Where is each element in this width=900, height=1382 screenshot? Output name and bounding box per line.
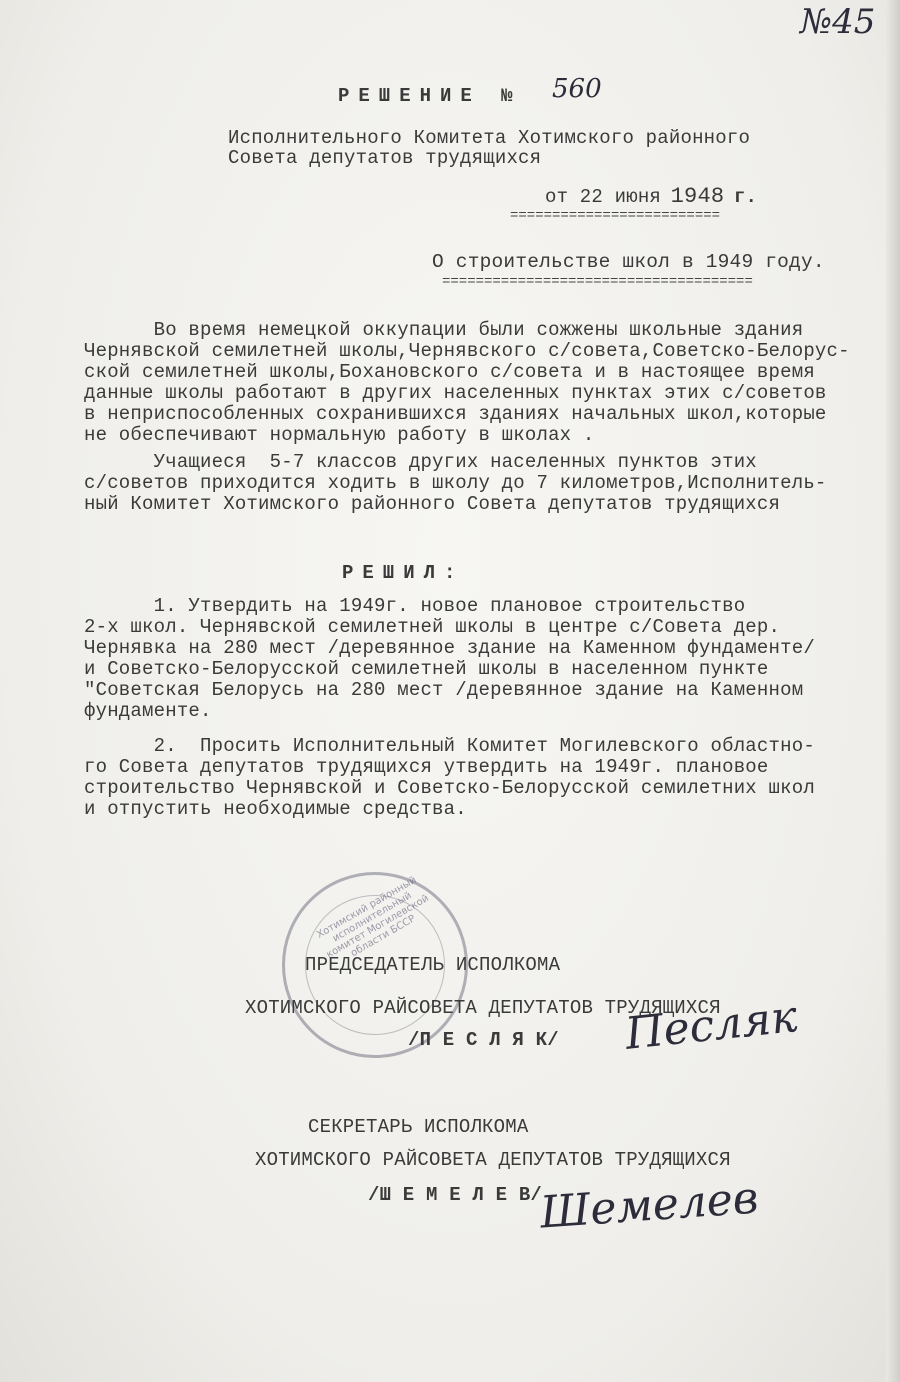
stamp-text: Хотимский районный исполнительный комитет Могилевской области БССР — [315, 874, 431, 961]
resolved-heading: РЕШИЛ: — [342, 562, 465, 584]
secretary-title: СЕКРЕТАРЬ ИСПОЛКОМА — [308, 1116, 529, 1138]
chairman-signature: Песляк — [622, 991, 800, 1060]
paragraph2-line: с/советов приходится ходить в школу до 7 километров,Исполнитель- — [84, 472, 827, 494]
secretary-name: /Ш Е М Е Л Е В/ — [368, 1184, 543, 1206]
item2-line: 2. Просить Исполнительный Комитет Могилевского областно- — [84, 735, 815, 757]
date-suffix: г. — [733, 186, 758, 208]
item2-line: и отпустить необходимые средства. — [84, 798, 467, 820]
secretary-signature: Шемелев — [538, 1172, 760, 1239]
document-date — [545, 186, 757, 208]
document-title: РЕШЕНИЕ № — [338, 85, 522, 107]
paragraph1-line: не обеспечивают нормальную работу в школах . — [84, 424, 595, 446]
date-year: 1948 — [670, 184, 725, 209]
date-prefix: от 22 июня — [545, 186, 662, 208]
chairman-name: /П Е С Л Я К/ — [408, 1029, 559, 1051]
chairman-org: ХОТИМСКОГО РАЙСОВЕТА ДЕПУТАТОВ ТРУДЯЩИХСЯ — [245, 997, 721, 1019]
item1-line: Чернявка на 280 мест /деревянное здание на Каменном фундаменте/ — [84, 637, 815, 659]
paragraph2-line: Учащиеся 5-7 классов других населенных пунктов этих — [84, 451, 757, 473]
item1-line: "Советская Белорусь на 280 мест /деревянное здание на Каменном — [84, 679, 804, 701]
item1-line: фундаменте. — [84, 700, 212, 722]
item1-line: и Советско-Белорусской семилетней школы в населенном пункте — [84, 658, 769, 680]
paragraph1-line: Чернявской семилетней школы,Чернявского с/совета,Советско-Белорус- — [84, 340, 850, 362]
item2-line: го Совета депутатов трудящихся утвердить на 1949г. плановое — [84, 756, 769, 778]
chairman-title: ПРЕДСЕДАТЕЛЬ ИСПОЛКОМА — [305, 954, 561, 976]
date-separator: ========================= — [510, 208, 721, 224]
paragraph2-line: ный Комитет Хотимского районного Совета депутатов трудящихся — [84, 493, 781, 515]
paragraph1-line: Во время немецкой оккупации были сожжены школьные здания — [84, 319, 804, 341]
paragraph1-line: ской семилетней школы,Бохановского с/совета и в настоящее время — [84, 361, 815, 383]
decision-number: 560 — [552, 74, 602, 104]
subject-separator: ===================================== — [442, 274, 753, 290]
paragraph1-line: в неприспособленных сохранившихся зданиях начальных школ,которые — [84, 403, 827, 425]
item1-line: 1. Утвердить на 1949г. новое плановое строительство — [84, 595, 746, 617]
item2-line: строительство Чернявской и Советско-Белорусской семилетних школ — [84, 777, 815, 799]
archive-number: №45 — [800, 2, 876, 42]
document-subject: О строительстве школ в 1949 году. — [432, 251, 825, 273]
paragraph1-line: данные школы работают в других населенных пунктах этих с/советов — [84, 382, 827, 404]
secretary-org: ХОТИМСКОГО РАЙСОВЕТА ДЕПУТАТОВ ТРУДЯЩИХСЯ — [255, 1149, 731, 1171]
issuer-line-2: Совета депутатов трудящихся — [228, 147, 542, 169]
issuer-line-1: Исполнительного Комитета Хотимского районного — [228, 127, 751, 149]
paper-edge — [886, 0, 900, 1382]
item1-line: 2-х школ. Чернявской семилетней школы в центре с/Совета дер. — [84, 616, 781, 638]
